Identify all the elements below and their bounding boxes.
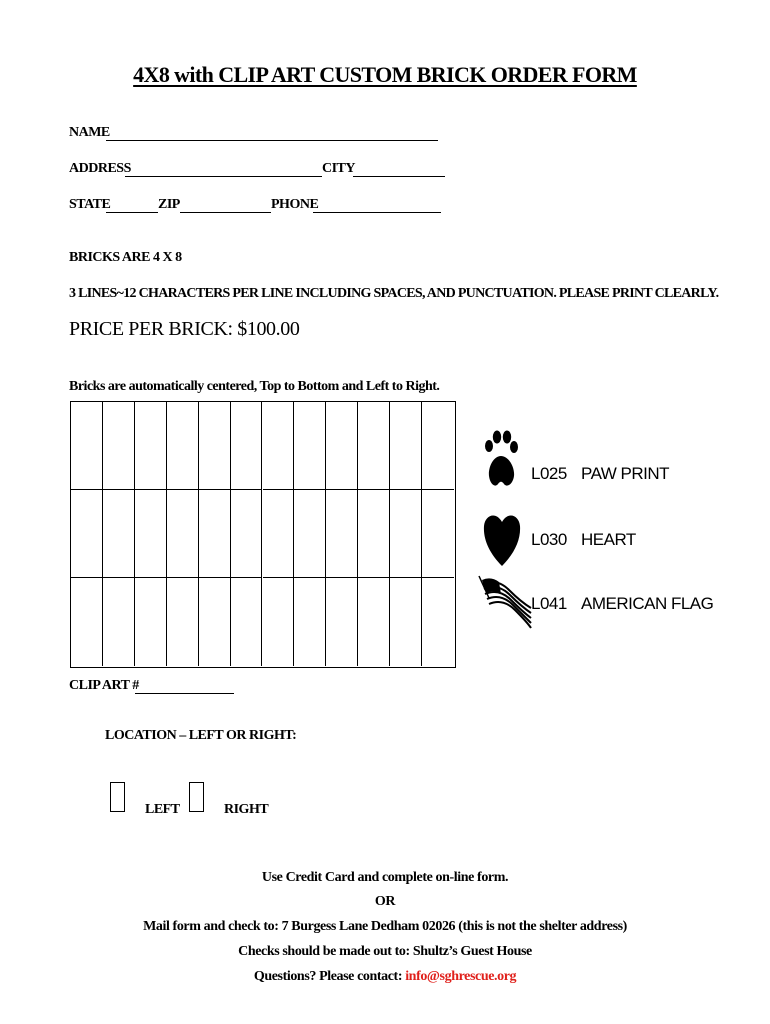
grid-cell[interactable] — [358, 578, 390, 666]
footer-questions — [0, 969, 770, 985]
grid-cell[interactable] — [135, 402, 167, 490]
grid-cell[interactable] — [326, 578, 358, 666]
grid-cell[interactable] — [263, 578, 295, 666]
grid-cell[interactable] — [294, 578, 326, 666]
state-field[interactable] — [106, 212, 158, 213]
grid-cell[interactable] — [103, 578, 135, 666]
clip-art-name-paw-print: PAW PRINT — [581, 464, 670, 483]
grid-cell[interactable] — [422, 490, 454, 578]
grid-cell[interactable] — [294, 402, 326, 490]
grid-cell[interactable] — [422, 402, 454, 490]
grid-cell[interactable] — [263, 490, 295, 578]
clip-art-code-l030: L030 — [531, 530, 567, 549]
grid-cell[interactable] — [103, 402, 135, 490]
grid-cell[interactable] — [199, 402, 231, 490]
grid-cell[interactable] — [167, 402, 199, 490]
grid-cell[interactable] — [71, 490, 103, 578]
form-title: 4X8 with CLIP ART CUSTOM BRICK ORDER FORM — [133, 62, 637, 87]
grid-cell[interactable] — [135, 578, 167, 666]
phone-field[interactable] — [313, 212, 441, 213]
clip-art-name-american-flag: AMERICAN FLAG — [581, 594, 714, 613]
clip-art-number-label: CLIP ART # — [69, 678, 139, 693]
city-field[interactable] — [353, 176, 445, 177]
price-text: PRICE PER BRICK: $100.00 — [69, 318, 300, 340]
grid-cell[interactable] — [294, 490, 326, 578]
name-field[interactable] — [106, 140, 438, 141]
grid-cell[interactable] — [71, 578, 103, 666]
grid-cell[interactable] — [358, 490, 390, 578]
state-label: STATE — [69, 197, 111, 212]
address-label: ADDRESS — [69, 161, 131, 176]
clip-art-code-l025: L025 — [531, 464, 567, 483]
centered-note: Bricks are automatically centered, Top to Bottom and Left to Right. — [69, 379, 440, 394]
grid-cell[interactable] — [231, 402, 263, 490]
grid-cell[interactable] — [263, 402, 295, 490]
grid-cell[interactable] — [422, 578, 454, 666]
zip-field[interactable] — [180, 212, 271, 213]
grid-cell[interactable] — [231, 490, 263, 578]
grid-cell[interactable] — [390, 578, 422, 666]
grid-cell[interactable] — [326, 490, 358, 578]
grid-cell[interactable] — [231, 578, 263, 666]
footer-mail-address: Mail form and check to: 7 Burgess Lane Dedham 02026 (this is not the shelter address) — [143, 919, 627, 934]
left-checkbox[interactable] — [110, 782, 125, 812]
location-label: LOCATION – LEFT OR RIGHT: — [105, 728, 297, 743]
grid-cell[interactable] — [167, 578, 199, 666]
grid-cell[interactable] — [199, 578, 231, 666]
grid-cell[interactable] — [326, 402, 358, 490]
clip-art-code-l041: L041 — [531, 594, 567, 613]
phone-label: PHONE — [271, 197, 319, 212]
grid-cell[interactable] — [71, 402, 103, 490]
left-option-label: LEFT — [145, 802, 180, 817]
right-option-label: RIGHT — [224, 802, 269, 817]
lines-info-text: 3 LINES~12 CHARACTERS PER LINE INCLUDING SPACES, AND PUNCTUATION. PLEASE PRINT CLEARLY. — [69, 286, 719, 301]
grid-cell[interactable] — [135, 490, 167, 578]
brick-character-grid — [70, 401, 456, 668]
clip-art-number-field[interactable] — [135, 693, 234, 694]
paw-print-icon — [483, 430, 519, 494]
clip-art-name-heart: HEART — [581, 530, 636, 549]
footer-questions-text: Questions? Please contact: — [253, 969, 406, 984]
right-checkbox[interactable] — [189, 782, 204, 812]
grid-cell[interactable] — [167, 490, 199, 578]
zip-label: ZIP — [158, 197, 180, 212]
grid-cell[interactable] — [103, 490, 135, 578]
name-label: NAME — [69, 125, 110, 140]
bricks-size-text: BRICKS ARE 4 X 8 — [69, 250, 182, 265]
footer-checks-payable: Checks should be made out to: Shultz’s Guest House — [238, 944, 532, 959]
grid-cell[interactable] — [390, 490, 422, 578]
american-flag-icon — [477, 574, 533, 630]
contact-email-link[interactable]: info@sghrescue.org — [405, 969, 517, 984]
city-label: CITY — [322, 161, 356, 176]
footer-credit-card: Use Credit Card and complete on-line form. — [261, 870, 509, 885]
grid-cell[interactable] — [390, 402, 422, 490]
address-field[interactable] — [125, 176, 322, 177]
grid-cell[interactable] — [358, 402, 390, 490]
heart-icon — [482, 510, 522, 568]
footer-or: OR — [374, 894, 396, 909]
grid-cell[interactable] — [199, 490, 231, 578]
